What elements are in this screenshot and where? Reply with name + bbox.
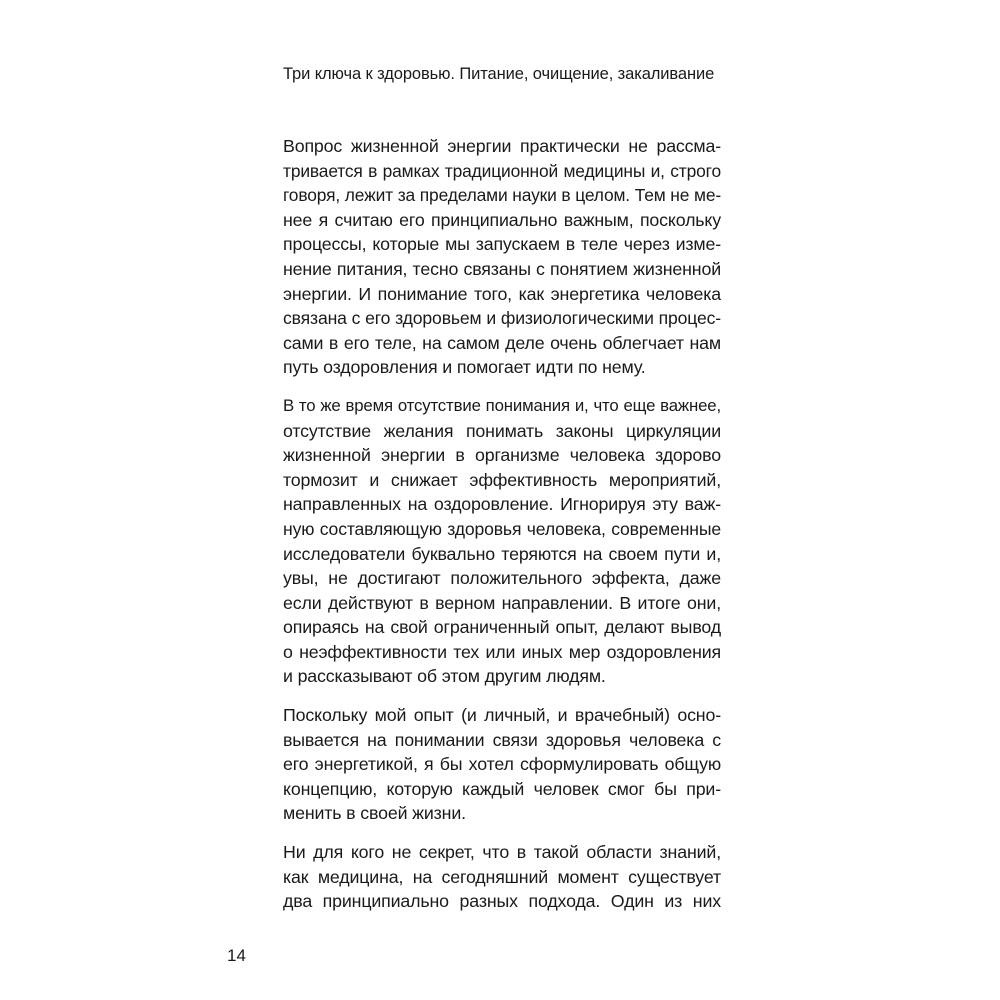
text-line: связана с его здоровьем и физиологическими процес- — [283, 308, 721, 329]
text-line: концепцию, которую каждый человек смог бы при- — [283, 778, 721, 799]
text-line: нение питания, тесно связаны с понятием жизненной — [283, 258, 721, 279]
text-line: Поскольку мой опыт (и личный, и врачебный) осно- — [283, 705, 721, 726]
body-text — [283, 134, 721, 928]
text-line: вывается на понимании связи здоровья человека с — [283, 729, 721, 750]
text-line: Вопрос жизненной энергии практически не рассма- — [283, 136, 721, 156]
text-line: опираясь на свой ограниченный опыт, делают вывод — [283, 617, 721, 638]
text-line: если действуют в верном направлении. В итоге они, — [283, 592, 721, 613]
text-line: тормозит и снижает эффективность мероприятий, — [283, 469, 721, 490]
text-line: отсутствие желания понимать законы циркуляции — [283, 420, 721, 441]
text-line: ную составляющую здоровья человека, современные — [283, 518, 721, 539]
text-line: Ни для кого не секрет, что в такой области знаний, — [283, 842, 721, 863]
paragraph — [283, 394, 721, 689]
text-line: направленных на оздоровление. Игнорируя эту важ- — [283, 494, 721, 515]
paragraph — [283, 840, 721, 914]
text-line: о неэффективности тех или иных мер оздоровления — [283, 641, 721, 662]
running-header: Три ключа к здоровью. Питание, очищение, закаливание — [283, 65, 715, 83]
paragraph — [283, 703, 721, 826]
text-line: жизненной энергии в организме человека здорово — [283, 445, 721, 466]
text-line: исследователи буквально теряются на своем пути и, — [283, 543, 721, 564]
text-line: процессы, которые мы запускаем в теле через изме- — [283, 234, 721, 255]
text-line: говоря, лежит за пределами науки в целом. Тем не ме- — [283, 185, 721, 206]
paragraph — [283, 134, 721, 380]
text-line: сами в его теле, на самом деле очень облегчает нам — [283, 332, 721, 353]
text-line: два принципиально разных подхода. Один из них — [283, 891, 721, 912]
text-line: и рассказывают об этом другим людям. — [283, 666, 606, 687]
text-line: его энергетикой, я бы хотел сформулировать общую — [283, 754, 721, 775]
text-line: тривается в рамках традиционной медицины и, строго — [283, 160, 721, 181]
text-line: нее я считаю его принципиально важным, поскольку — [283, 209, 721, 230]
text-line: энергии. И понимание того, как энергетика человека — [283, 283, 721, 304]
text-line: путь оздоровления и помогает идти по нему. — [283, 357, 646, 378]
text-line: как медицина, на сегодняшний момент существует — [283, 866, 721, 887]
page-number: 14 — [227, 946, 246, 965]
text-line: менить в своей жизни. — [283, 803, 466, 824]
text-line: В то же время отсутствие понимания и, что еще важнее, — [283, 395, 721, 415]
text-line: увы, не достигают положительного эффекта, даже — [283, 568, 721, 589]
